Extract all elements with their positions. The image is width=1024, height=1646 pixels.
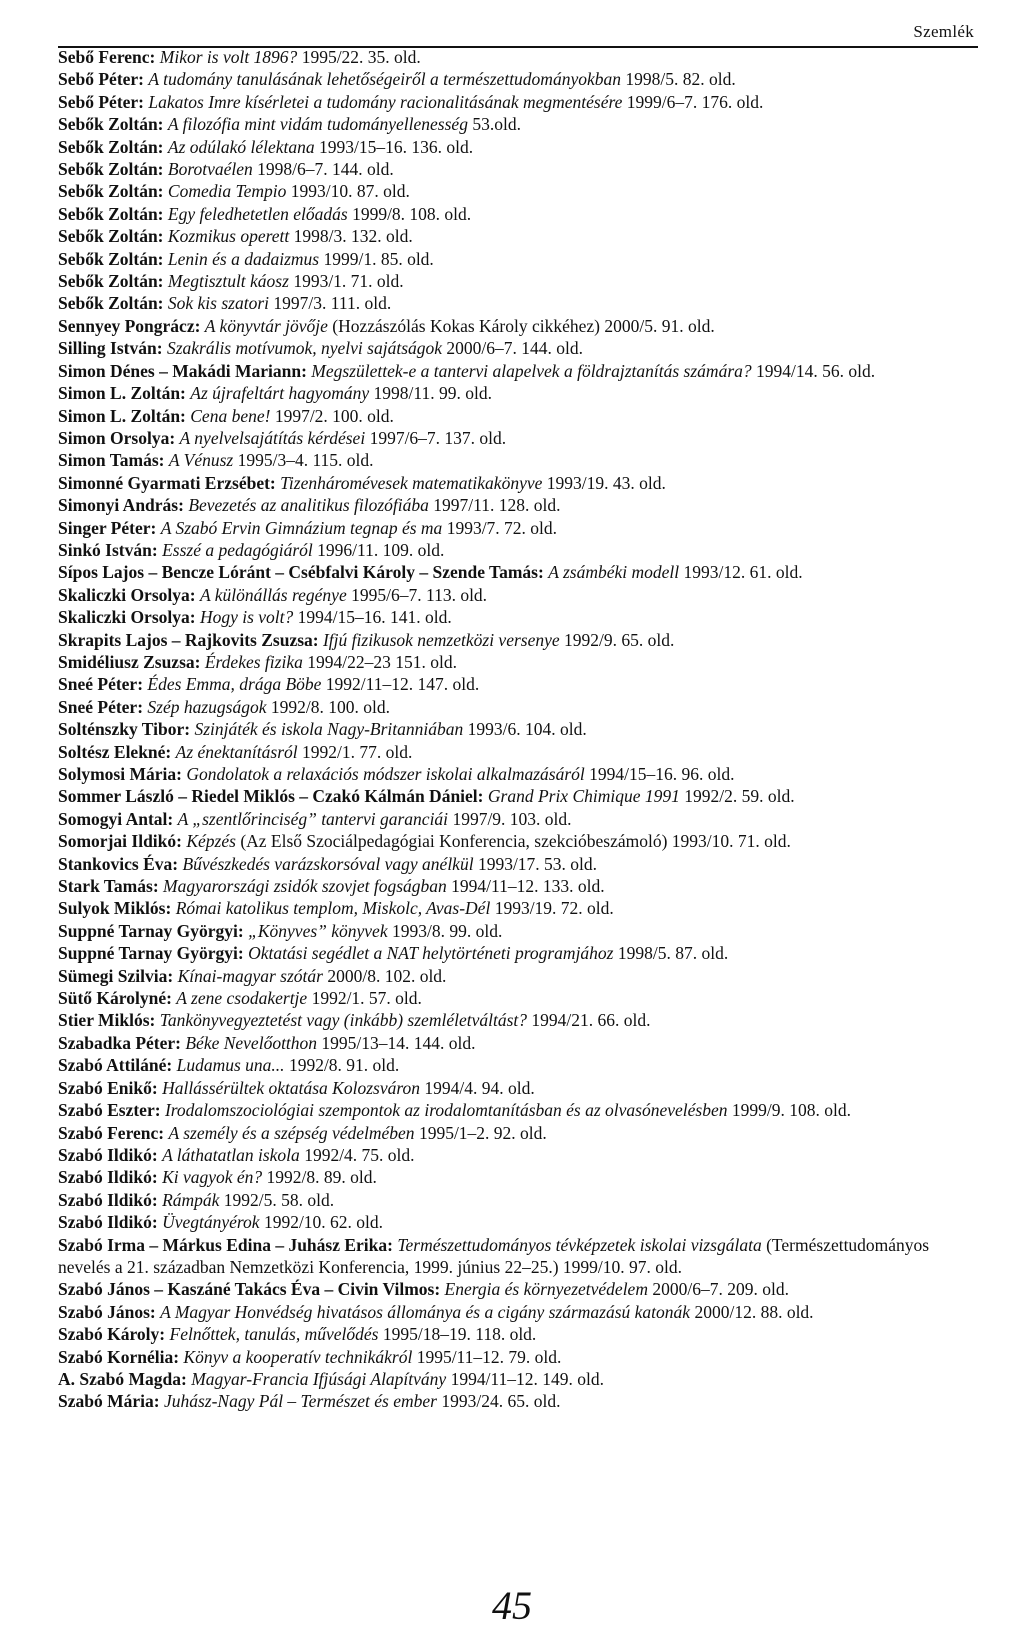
entry-reference: 1992/8. 91. old. [288,1055,400,1076]
bibliography-entry [58,292,982,314]
entry-reference: 1998/6–7. 144. old. [257,159,394,180]
bibliography-entry [58,1122,982,1144]
entry-author: Szabó Ildikó: [58,1144,158,1165]
entry-reference: 1992/9. 65. old. [564,629,675,650]
bibliography-entry [58,136,982,158]
entry-author: Stankovics Éva: [58,853,179,874]
entry-author: Simon L. Zoltán: [58,383,186,404]
entry-title: Kínai-magyar szótár [177,965,323,986]
entry-author: Sebők Zoltán: [58,271,164,292]
entry-reference: 1993/19. 43. old. [546,472,666,493]
entry-reference: 1997/9. 103. old. [452,808,572,829]
entry-title: Könyv a kooperatív technikákról [183,1346,413,1367]
entry-title: Cena bene! [190,405,271,426]
entry-author: Szabó Irma – Márkus Edina – Juhász Erika: [58,1234,393,1255]
entry-title: Grand Prix Chimique 1991 [487,786,680,807]
bibliography-entry [58,180,982,202]
entry-author: A. Szabó Magda: [58,1368,187,1389]
entry-author: Sinkó István: [58,539,158,560]
entry-reference: 1994/11–12. 133. old. [451,876,605,897]
bibliography-entry [58,1166,982,1188]
entry-title: A Vénusz [168,450,234,471]
entry-reference: 1994/14. 56. old. [756,360,876,381]
entry-reference: 1995/18–19. 118. old. [382,1324,537,1345]
entry-reference: 1997/11. 128. old. [433,495,561,516]
entry-title: Az újrafeltárt hagyomány [190,383,370,404]
bibliography-entry [58,1346,982,1368]
entry-author: Sommer László – Riedel Miklós – Czakó Kálmán Dániel: [58,786,484,807]
entry-reference: 1992/5. 58. old. [223,1189,335,1210]
entry-title: Képzés [186,831,236,852]
entry-reference: 1997/3. 111. old. [273,293,392,314]
bibliography-entry [58,875,982,897]
entry-title: Felnőttek, tanulás, művelődés [169,1324,379,1345]
entry-title: Egy feledhetetlen előadás [167,203,348,224]
entry-author: Skrapits Lajos – Rajkovits Zsuzsa: [58,629,319,650]
entry-author: Sebő Péter: [58,69,145,90]
entry-reference: 2000/8. 102. old. [327,965,447,986]
bibliography-entry [58,382,982,404]
entry-reference: 1995/3–4. 115. old. [237,450,374,471]
bibliography-entry [58,248,982,270]
entry-reference: 1994/22–23 151. old. [307,651,457,672]
entry-author: Szabó Attiláné: [58,1055,173,1076]
entry-author: Sebők Zoltán: [58,293,164,314]
entry-author: Szabó Eszter: [58,1100,161,1121]
bibliography-entry [58,741,982,763]
entry-title: Magyar-Francia Ifjúsági Alapítvány [191,1368,447,1389]
bibliography-entry [58,427,982,449]
entry-title: Energia és környezetvédelem [444,1279,648,1300]
entry-title: Tankönyvegyeztetést vagy (inkább) szemléletváltást? [159,1010,527,1031]
entry-author: Somogyi Antal: [58,808,174,829]
entry-reference: (Az Első Szociálpedagógiai Konferencia, szekcióbeszámoló) 1993/10. 71. old. [240,831,791,852]
entry-author: Sebők Zoltán: [58,203,164,224]
bibliography-entry [58,472,982,494]
entry-reference: 1994/15–16. 141. old. [297,607,452,628]
entry-reference: 1999/9. 108. old. [731,1100,851,1121]
entry-title: Bűvészkedés varázskorsóval vagy anélkül [182,853,474,874]
bibliography-entry [58,1390,982,1412]
entry-title: Mikor is volt 1896? [159,47,298,67]
entry-title: Oktatási segédlet a NAT helytörténeti programjához [248,943,614,964]
bibliography-entry [58,1301,982,1323]
bibliography-entry [58,1368,982,1390]
entry-title: Római katolikus templom, Miskolc, Avas-Dél [175,898,491,919]
bibliography-entry [58,539,982,561]
bibliography-entry [58,942,982,964]
entry-title: Az odúlakó lélektana [167,136,315,157]
entry-author: Sebők Zoltán: [58,248,164,269]
bibliography-entry [58,718,982,740]
entry-reference: 1995/11–12. 79. old. [416,1346,562,1367]
entry-author: Szabó Ildikó: [58,1212,158,1233]
bibliography-entry [58,629,982,651]
entry-reference: 1998/3. 132. old. [293,226,413,247]
entry-title: Rámpák [162,1189,220,1210]
bibliography-entry [58,606,982,628]
entry-title: Érdekes fizika [204,651,303,672]
bibliography-entry [58,225,982,247]
entry-reference: 1993/8. 99. old. [391,920,503,941]
bibliography-entry [58,405,982,427]
entry-title: „Könyves” könyvek [248,920,388,941]
bibliography-entry [58,808,982,830]
entry-title: Juhász-Nagy Pál – Természet és ember [163,1391,437,1412]
entry-title: Hallássérültek oktatása Kolozsváron [162,1077,421,1098]
entry-reference: 2000/6–7. 144. old. [446,338,584,359]
entry-title: Megszülettek-e a tantervi alapelvek a földrajztanítás számára? [311,360,752,381]
entry-author: Stark Tamás: [58,876,159,897]
bibliography-entry [58,68,982,90]
entry-author: Solymosi Mária: [58,764,182,784]
page-number: 45 [492,1583,532,1628]
entry-reference: 1992/11–12. 147. old. [325,674,480,695]
entry-title: Irodalomszociológiai szempontok az irodalomtanításban és az olvasónevelésben [164,1100,728,1121]
bibliography-entry [58,113,982,135]
entry-author: Skaliczki Orsolya: [58,584,196,605]
bibliography-entry [58,1099,982,1121]
entry-title: Borotvaélen [167,159,253,180]
entry-title: Szinjáték és iskola Nagy-Britanniában [194,719,464,740]
entry-author: Suppné Tarnay Györgyi: [58,943,244,964]
entry-title: A könyvtár jövője [204,315,328,336]
entry-reference: 1994/11–12. 149. old. [450,1368,605,1389]
entry-title: Szép hazugságok [147,696,267,717]
entry-author: Soltész Elekné: [58,741,172,762]
entry-title: Tizenháromévesek matematikakönyve [280,472,543,493]
bibliography-list [58,46,982,1413]
entry-author: Sebők Zoltán: [58,159,164,180]
bibliography-entry [58,785,982,807]
entry-reference: 1998/11. 99. old. [373,383,492,404]
entry-author: Szabó János: [58,1301,156,1322]
entry-author: Silling István: [58,338,163,359]
entry-reference: 1993/17. 53. old. [477,853,598,874]
entry-author: Sebők Zoltán: [58,181,164,202]
entry-reference: 2000/6–7. 209. old. [652,1279,789,1300]
entry-title: Lenin és a dadaizmus [167,248,320,269]
entry-title: Magyarországi zsidók szovjet fogságban [163,876,447,897]
entry-reference: 1994/4. 94. old. [424,1077,535,1098]
entry-reference: 1998/5. 87. old. [617,943,729,964]
entry-reference: 1999/8. 108. old. [352,203,472,224]
bibliography-entry [58,1323,982,1345]
entry-author: Skaliczki Orsolya: [58,607,196,628]
entry-reference: 1992/8. 100. old. [270,696,390,717]
entry-author: Sebő Péter: [58,91,145,112]
running-header-section: Szemlék [913,22,974,41]
entry-author: Szabó Ildikó: [58,1189,158,1210]
bibliography-entry [58,920,982,942]
entry-author: Szabó Ferenc: [58,1122,165,1143]
entry-author: Szabó Ildikó: [58,1167,158,1188]
entry-reference: (Természettudományos nevelés a 21. században Nemzetközi Konferencia, 1999. június 22–25.) 1999/10. 97. old. [58,1234,930,1277]
entry-title: Hogy is volt? [199,607,294,628]
entry-reference: (Hozzászólás Kokas Károly cikkéhez) 2000/5. 91. old. [332,315,715,336]
bibliography-entry [58,651,982,673]
entry-author: Solténszky Tibor: [58,719,191,740]
entry-title: Comedia Tempio [167,181,287,202]
entry-author: Simon Tamás: [58,450,165,471]
bibliography-entry [58,360,982,382]
entry-reference: 1993/10. 87. old. [290,181,410,202]
bibliography-entry [58,337,982,359]
entry-reference: 1999/1. 85. old. [323,248,434,269]
entry-title: A tudomány tanulásának lehetőségeiről a természettudományokban [148,69,621,90]
entry-title: Bevezetés az analitikus filozófiába [188,495,429,516]
bibliography-entry [58,673,982,695]
bibliography-entry [58,584,982,606]
entry-author: Sümegi Szilvia: [58,965,174,986]
entry-reference: 53.old. [472,114,521,135]
entry-title: Természettudományos tévképzetek iskolai vizsgálata [397,1234,762,1255]
entry-title: Üvegtányérok [162,1212,260,1233]
bibliography-entry [58,449,982,471]
entry-title: A nyelvelsajátítás kérdései [179,427,366,448]
entry-author: Sebők Zoltán: [58,114,164,135]
bibliography-entry [58,853,982,875]
entry-reference: 1995/6–7. 113. old. [351,584,488,605]
entry-reference: 1993/7. 72. old. [446,517,558,538]
entry-author: Szabó Mária: [58,1391,160,1412]
bibliography-entry [58,763,982,785]
entry-title: Édes Emma, drága Böbe [147,674,322,695]
bibliography-entry [58,270,982,292]
entry-reference: 1994/21. 66. old. [531,1010,651,1031]
entry-reference: 1995/1–2. 92. old. [418,1122,547,1143]
bibliography-entry [58,91,982,113]
entry-title: Lakatos Imre kísérletei a tudomány racionalitásának megmentésére [148,91,623,112]
entry-author: Sípos Lajos – Bencze Lóránt – Csébfalvi Károly – Szende Tamás: [58,562,544,583]
entry-title: A személy és a szépség védelmében [168,1122,415,1143]
entry-reference: 1995/13–14. 144. old. [321,1032,476,1053]
entry-author: Simonné Gyarmati Erzsébet: [58,472,276,493]
entry-author: Somorjai Ildikó: [58,831,182,852]
entry-reference: 1992/1. 57. old. [311,988,422,1009]
entry-title: Sok kis szatori [167,293,270,314]
entry-author: Szabadka Péter: [58,1032,181,1053]
bibliography-entry [58,46,982,68]
entry-reference: 1992/8. 89. old. [266,1167,377,1188]
entry-author: Sulyok Miklós: [58,898,172,919]
entry-title: A láthatatlan iskola [162,1144,300,1165]
bibliography-entry [58,965,982,987]
entry-title: Megtisztult káosz [167,271,289,292]
entry-author: Simon Orsolya: [58,427,176,448]
entry-reference: 1993/12. 61. old. [683,562,803,583]
entry-reference: 1999/6–7. 176. old. [626,91,764,112]
entry-reference: 1997/2. 100. old. [274,405,394,426]
entry-author: Sennyey Pongrácz: [58,315,201,336]
entry-author: Sebők Zoltán: [58,226,164,247]
entry-author: Szabó Kornélia: [58,1346,180,1367]
bibliography-entry [58,1189,982,1211]
bibliography-entry [58,830,982,852]
bibliography-entry [58,1144,982,1166]
entry-reference: 1998/5. 82. old. [625,69,736,90]
entry-title: A filozófia mint vidám tudományellenesség [167,114,468,135]
bibliography-entry [58,494,982,516]
entry-title: Az énektanításról [175,741,298,762]
bibliography-entry [58,1009,982,1031]
bibliography-entry [58,561,982,583]
entry-author: Sneé Péter: [58,674,144,695]
entry-reference: 1993/19. 72. old. [494,898,614,919]
entry-title: Ifjú fizikusok nemzetközi versenye [322,629,560,650]
entry-title: Ludamus una... [176,1055,285,1076]
entry-author: Stier Miklós: [58,1010,156,1031]
entry-author: Suppné Tarnay Györgyi: [58,920,244,941]
entry-author: Singer Péter: [58,517,157,538]
entry-author: Sneé Péter: [58,696,144,717]
bibliography-entry [58,315,982,337]
entry-author: Simonyi András: [58,495,184,516]
entry-author: Sebők Zoltán: [58,136,164,157]
bibliography-entry [58,1211,982,1233]
entry-author: Sütő Károlyné: [58,988,172,1009]
entry-author: Sebő Ferenc: [58,47,156,67]
entry-title: A zsámbéki modell [548,562,680,583]
entry-author: Szabó Károly: [58,1324,166,1345]
entry-author: Szabó János – Kaszáné Takács Éva – Civin Vilmos: [58,1279,441,1300]
entry-reference: 1995/22. 35. old. [301,47,421,67]
entry-reference: 1992/2. 59. old. [684,786,795,807]
bibliography-entry [58,203,982,225]
entry-reference: 1997/6–7. 137. old. [369,427,507,448]
bibliography-entry [58,987,982,1009]
entry-author: Simon L. Zoltán: [58,405,186,426]
entry-title: Béke Nevelőotthon [185,1032,318,1053]
bibliography-entry [58,696,982,718]
bibliography-entry [58,158,982,180]
entry-reference: 1992/1. 77. old. [302,741,413,762]
entry-reference: 1993/24. 65. old. [441,1391,561,1412]
entry-title: A különállás regénye [199,584,347,605]
entry-reference: 2000/12. 88. old. [694,1301,814,1322]
bibliography-entry [58,1032,982,1054]
entry-title: Gondolatok a relaxációs módszer iskolai alkalmazásáról [186,764,585,784]
entry-author: Smidéliusz Zsuzsa: [58,651,201,672]
entry-author: Szabó Enikő: [58,1077,158,1098]
entry-title: A „szentlőrinciség” tantervi garanciái [177,808,449,829]
entry-title: Esszé a pedagógiáról [162,539,313,560]
entry-reference: 1993/15–16. 136. old. [319,136,474,157]
entry-reference: 1993/6. 104. old. [467,719,587,740]
bibliography-entry [58,1278,982,1300]
bibliography-entry [58,897,982,919]
bibliography-entry [58,1077,982,1099]
entry-title: A Magyar Honvédség hivatásos állománya és a cigány származású katonák [160,1301,691,1322]
entry-reference: 1994/15–16. 96. old. [589,764,735,784]
entry-title: Szakrális motívumok, nyelvi sajátságok [166,338,443,359]
entry-reference: 1996/11. 109. old. [317,539,445,560]
bibliography-entry [58,517,982,539]
entry-title: Kozmikus operett [167,226,290,247]
entry-reference: 1993/1. 71. old. [293,271,404,292]
entry-title: A zene csodakertje [176,988,308,1009]
entry-title: A Szabó Ervin Gimnázium tegnap és ma [160,517,443,538]
entry-reference: 1992/10. 62. old. [263,1212,384,1233]
bibliography-entry [58,1054,982,1076]
entry-reference: 1992/4. 75. old. [304,1144,415,1165]
entry-title: Ki vagyok én? [162,1167,263,1188]
bibliography-entry [58,1234,982,1279]
entry-author: Simon Dénes – Makádi Mariann: [58,360,307,381]
